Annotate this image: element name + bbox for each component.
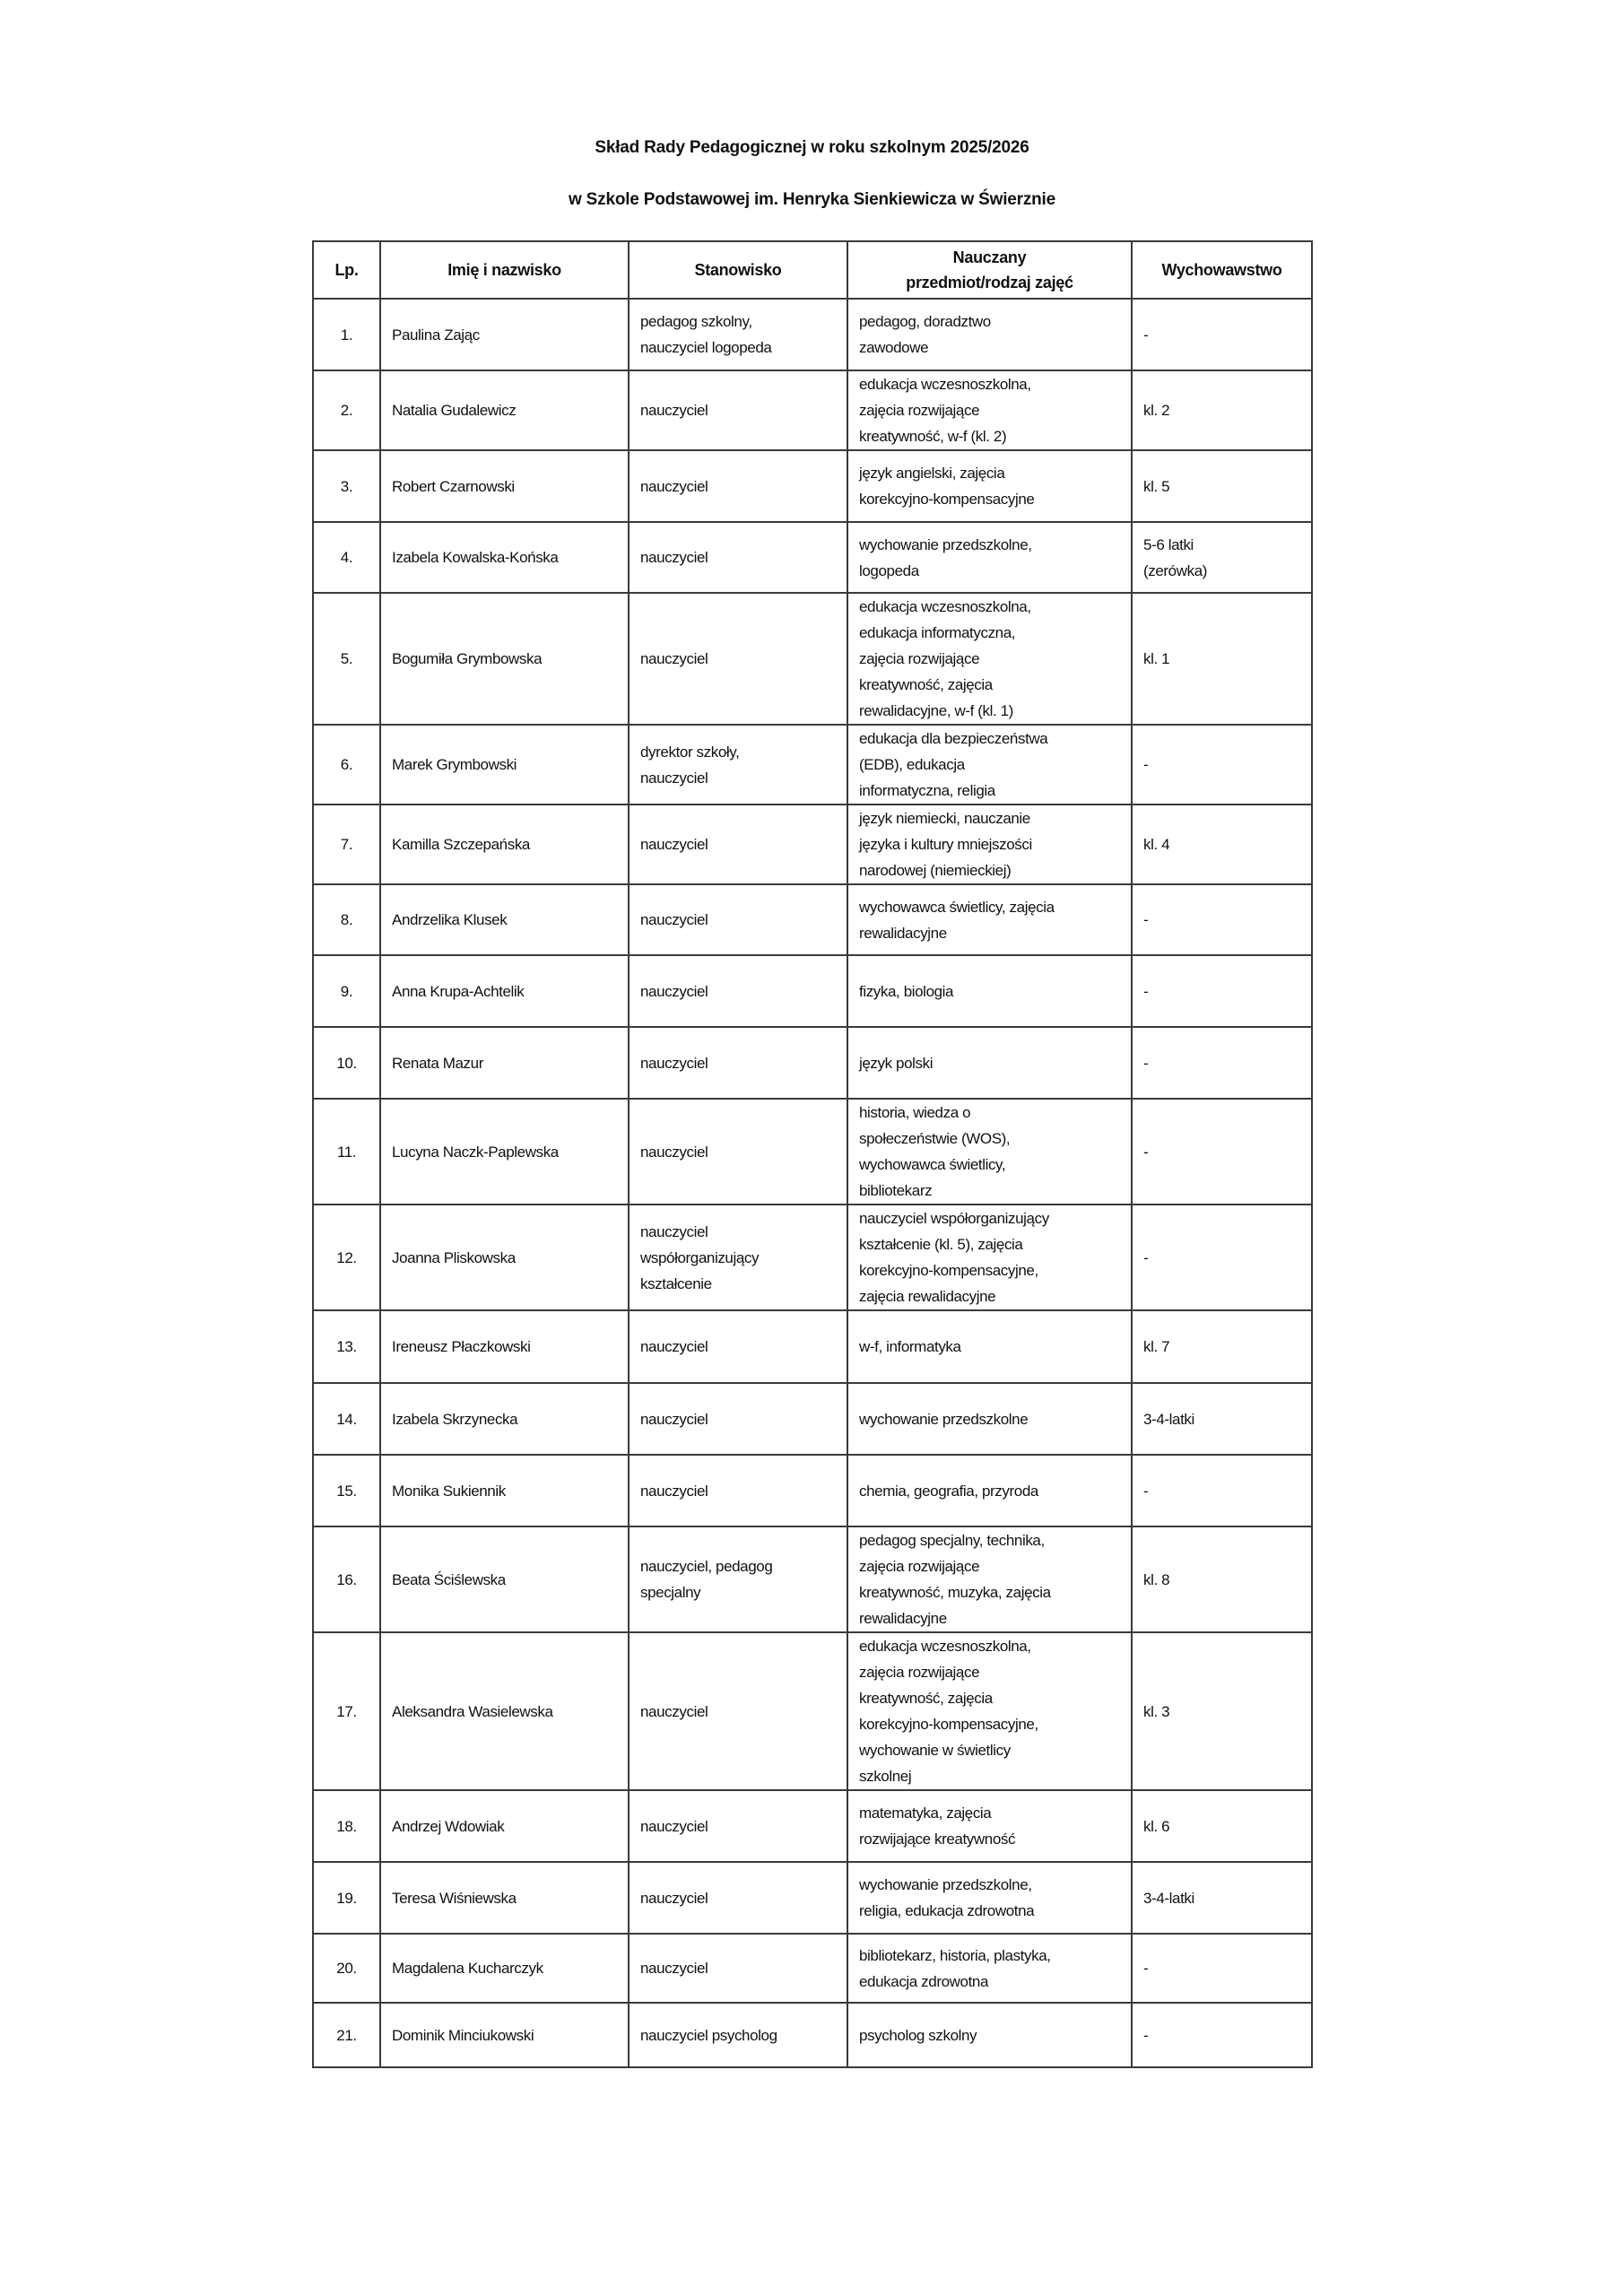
cell-lp: 4. [313,522,380,593]
position-line: nauczyciel [640,1054,708,1072]
position-line: nauczyciel [640,836,708,853]
cell-subjects [847,450,1132,522]
table-row [313,1632,1312,1790]
cell-lp: 15. [313,1455,380,1526]
cell-position [629,804,847,884]
cell-homeroom [1132,370,1312,450]
homeroom-line: kl. 5 [1143,477,1170,495]
cell-name: Kamilla Szczepańska [380,804,629,884]
cell-name: Beata Ściślewska [380,1526,629,1632]
cell-lp: 14. [313,1383,380,1455]
cell-position [629,1383,847,1455]
cell-position [629,955,847,1027]
subjects-line: zajęcia rozwijające [859,1558,980,1575]
subjects-line: zajęcia rewalidacyjne [859,1288,996,1305]
position-line: dyrektor szkoły, [640,743,740,761]
subjects-line: zawodowe [859,339,929,356]
cell-subjects [847,1027,1132,1099]
cell-lp: 12. [313,1205,380,1310]
cell-subjects [847,884,1132,955]
cell-lp: 19. [313,1862,380,1934]
cell-lp: 2. [313,370,380,450]
document-title: Skład Rady Pedagogicznej w roku szkolnym 2025/2026 [595,138,1029,157]
subjects-line: religia, edukacja zdrowotna [859,1902,1035,1919]
position-line: nauczyciel [640,911,708,928]
table-row [313,2003,1312,2067]
subjects-line: logopeda [859,561,919,579]
position-line: współorganizujący [640,1248,760,1266]
cell-lp: 17. [313,1632,380,1790]
homeroom-line: kl. 8 [1143,1570,1170,1588]
header-lp: Lp. [313,241,380,299]
cell-homeroom [1132,884,1312,955]
subjects-line: korekcyjno-kompensacyjne, [859,1716,1038,1733]
cell-lp: 18. [313,1790,380,1862]
subjects-line: szkolnej [859,1768,912,1785]
homeroom-line: - [1143,1482,1149,1500]
table-header-row [313,241,1312,299]
position-line: kształcenie [640,1274,712,1292]
position-line: nauczyciel [640,1482,708,1500]
cell-lp: 21. [313,2003,380,2067]
cell-position [629,2003,847,2067]
cell-subjects [847,1310,1132,1383]
position-line: nauczyciel [640,982,708,1000]
subjects-line: język angielski, zajęcia [859,465,1005,482]
position-line: nauczyciel [640,1143,708,1161]
homeroom-line: - [1143,982,1149,1000]
homeroom-line: - [1143,756,1149,773]
cell-name: Monika Sukiennik [380,1455,629,1526]
position-line: nauczyciel [640,650,708,667]
cell-subjects [847,370,1132,450]
subjects-line: narodowej (niemieckiej) [859,862,1012,879]
homeroom-line: - [1143,2026,1149,2044]
position-line: nauczyciel [640,477,708,495]
position-line: nauczyciel [640,769,708,787]
table-row [313,1934,1312,2003]
subjects-line: język niemiecki, nauczanie [859,810,1030,827]
subjects-line: (EDB), edukacja [859,756,965,773]
cell-homeroom [1132,1205,1312,1310]
cell-homeroom [1132,1455,1312,1526]
cell-name: Teresa Wiśniewska [380,1862,629,1934]
position-line: nauczyciel [640,1960,708,1977]
cell-position [629,1205,847,1310]
cell-lp: 10. [313,1027,380,1099]
cell-homeroom [1132,1099,1312,1205]
cell-position [629,1455,847,1526]
subjects-line: wychowanie w świetlicy [859,1742,1011,1759]
cell-name: Ireneusz Płaczkowski [380,1310,629,1383]
cell-subjects [847,1790,1132,1862]
cell-subjects [847,955,1132,1027]
position-line: nauczyciel [640,1222,708,1240]
cell-name: Izabela Kowalska-Końska [380,522,629,593]
cell-name: Andrzelika Klusek [380,884,629,955]
cell-name: Natalia Gudalewicz [380,370,629,450]
subjects-line: chemia, geografia, przyroda [859,1482,1038,1500]
cell-position [629,1790,847,1862]
cell-subjects [847,299,1132,370]
position-line: specjalny [640,1584,701,1601]
table-row [313,884,1312,955]
subjects-line: psycholog szkolny [859,2026,977,2044]
position-line: nauczyciel, pedagog [640,1558,773,1575]
cell-subjects [847,593,1132,725]
table-row [313,1205,1312,1310]
cell-position [629,1862,847,1934]
table-row [313,522,1312,593]
subjects-line: rozwijające kreatywność [859,1831,1016,1848]
cell-name: Dominik Minciukowski [380,2003,629,2067]
homeroom-line: kl. 3 [1143,1702,1170,1720]
position-line: nauczyciel [640,1889,708,1907]
table-row [313,370,1312,450]
cell-subjects [847,522,1132,593]
subjects-line: w-f, informatyka [859,1338,961,1355]
cell-homeroom [1132,450,1312,522]
subjects-line: edukacja wczesnoszkolna, [859,1638,1031,1655]
table-row [313,1099,1312,1205]
table-row [313,1526,1312,1632]
cell-name: Robert Czarnowski [380,450,629,522]
cell-name: Paulina Zając [380,299,629,370]
header-position: Stanowisko [629,241,847,299]
subjects-line: wychowanie przedszkolne, [859,535,1032,553]
cell-subjects [847,1455,1132,1526]
cell-subjects [847,1383,1132,1455]
position-line: nauczyciel [640,549,708,566]
staff-table [312,240,1313,2068]
cell-subjects [847,1934,1132,2003]
header-subjects-line: przedmiot/rodzaj zajęć [906,274,1073,291]
cell-lp: 11. [313,1099,380,1205]
subjects-line: matematyka, zajęcia [859,1805,992,1822]
document-subtitle: w Szkole Podstawowej im. Henryka Sienkiewicza w Świerznie [569,190,1055,209]
subjects-line: wychowanie przedszkolne, [859,1876,1032,1893]
table-row [313,955,1312,1027]
table-row [313,1862,1312,1934]
subjects-line: korekcyjno-kompensacyjne [859,491,1035,508]
subjects-line: języka i kultury mniejszości [859,836,1032,853]
cell-lp: 16. [313,1526,380,1632]
subjects-line: edukacja dla bezpieczeństwa [859,730,1048,747]
table-row [313,593,1312,725]
subjects-line: pedagog, doradztwo [859,313,991,330]
homeroom-line: kl. 7 [1143,1338,1170,1355]
homeroom-line: (zerówka) [1143,561,1208,579]
cell-name: Izabela Skrzynecka [380,1383,629,1455]
cell-subjects [847,725,1132,804]
cell-position [629,1099,847,1205]
cell-lp: 1. [313,299,380,370]
cell-name: Andrzej Wdowiak [380,1790,629,1862]
subjects-line: korekcyjno-kompensacyjne, [859,1262,1038,1279]
subjects-line: informatyczna, religia [859,782,995,799]
subjects-line: język polski [859,1054,934,1072]
cell-position [629,370,847,450]
homeroom-line: - [1143,1960,1149,1977]
homeroom-line: - [1143,1248,1149,1266]
cell-homeroom [1132,1632,1312,1790]
position-line: nauczyciel [640,1702,708,1720]
subjects-line: wychowanie przedszkolne [859,1410,1029,1428]
cell-position [629,1632,847,1790]
subjects-line: zajęcia rozwijające [859,650,980,667]
subjects-line: pedagog specjalny, technika, [859,1532,1045,1549]
cell-position [629,1934,847,2003]
subjects-line: kreatywność, zajęcia [859,676,993,693]
position-line: nauczyciel [640,1338,708,1355]
position-line: nauczyciel [640,402,708,419]
subjects-line: edukacja zdrowotna [859,1972,989,1990]
cell-position [629,522,847,593]
subjects-line: edukacja wczesnoszkolna, [859,598,1031,615]
cell-homeroom [1132,1383,1312,1455]
homeroom-line: kl. 6 [1143,1817,1170,1835]
position-line: pedagog szkolny, [640,313,752,330]
homeroom-line: kl. 4 [1143,836,1170,853]
homeroom-line: - [1143,1143,1149,1161]
homeroom-line: 3-4-latki [1143,1410,1194,1428]
cell-position [629,1310,847,1383]
cell-position [629,593,847,725]
cell-position [629,299,847,370]
cell-name: Magdalena Kucharczyk [380,1934,629,2003]
homeroom-line: 5-6 latki [1143,535,1194,553]
cell-lp: 9. [313,955,380,1027]
homeroom-line: kl. 2 [1143,402,1170,419]
cell-homeroom [1132,1027,1312,1099]
subjects-line: kreatywność, zajęcia [859,1690,993,1707]
subjects-line: edukacja wczesnoszkolna, [859,376,1031,393]
cell-lp: 3. [313,450,380,522]
subjects-line: zajęcia rozwijające [859,402,980,419]
position-line: nauczyciel psycholog [640,2026,777,2044]
cell-name: Anna Krupa-Achtelik [380,955,629,1027]
cell-subjects [847,1862,1132,1934]
homeroom-line: - [1143,911,1149,928]
homeroom-line: - [1143,326,1149,344]
homeroom-line: kl. 1 [1143,650,1170,667]
table-row [313,450,1312,522]
cell-homeroom [1132,804,1312,884]
table-row [313,299,1312,370]
cell-lp: 8. [313,884,380,955]
cell-homeroom [1132,725,1312,804]
cell-name: Joanna Pliskowska [380,1205,629,1310]
subjects-line: bibliotekarz, historia, plastyka, [859,1946,1051,1964]
subjects-line: wychowawca świetlicy, [859,1156,1006,1173]
cell-subjects [847,1632,1132,1790]
cell-position [629,884,847,955]
cell-subjects [847,1205,1132,1310]
cell-lp: 7. [313,804,380,884]
cell-subjects [847,2003,1132,2067]
table-row [313,1455,1312,1526]
header-homeroom: Wychowawstwo [1132,241,1312,299]
homeroom-line: - [1143,1054,1149,1072]
cell-position [629,450,847,522]
subjects-line: rewalidacyjne [859,1610,947,1627]
position-line: nauczyciel logopeda [640,339,772,356]
header-name: Imię i nazwisko [380,241,629,299]
homeroom-line: 3-4-latki [1143,1889,1194,1907]
cell-homeroom [1132,1310,1312,1383]
cell-name: Bogumiła Grymbowska [380,593,629,725]
table-row [313,804,1312,884]
cell-homeroom [1132,2003,1312,2067]
subjects-line: rewalidacyjne, w-f (kl. 1) [859,702,1013,719]
cell-position [629,1526,847,1632]
cell-position [629,1027,847,1099]
table-row [313,1790,1312,1862]
subjects-line: kreatywność, w-f (kl. 2) [859,428,1007,445]
cell-subjects [847,1526,1132,1632]
cell-homeroom [1132,593,1312,725]
subjects-line: zajęcia rozwijające [859,1664,980,1681]
subjects-line: wychowawca świetlicy, zajęcia [859,898,1055,916]
position-line: nauczyciel [640,1817,708,1835]
table-row [313,1383,1312,1455]
subjects-line: rewalidacyjne [859,924,947,942]
cell-name: Lucyna Naczk-Paplewska [380,1099,629,1205]
subjects-line: edukacja informatyczna, [859,624,1016,641]
cell-homeroom [1132,1526,1312,1632]
header-subjects-line: Nauczany [952,248,1027,266]
cell-name: Marek Grymbowski [380,725,629,804]
cell-homeroom [1132,299,1312,370]
table-row [313,1027,1312,1099]
subjects-line: nauczyciel współorganizujący [859,1210,1049,1227]
cell-homeroom [1132,1934,1312,2003]
position-line: nauczyciel [640,1410,708,1428]
subjects-line: kreatywność, muzyka, zajęcia [859,1584,1051,1601]
subjects-line: bibliotekarz [859,1182,933,1199]
cell-name: Aleksandra Wasielewska [380,1632,629,1790]
table-row [313,725,1312,804]
table-row [313,1310,1312,1383]
cell-homeroom [1132,522,1312,593]
cell-lp: 20. [313,1934,380,2003]
cell-lp: 5. [313,593,380,725]
subjects-line: fizyka, biologia [859,982,954,1000]
cell-lp: 6. [313,725,380,804]
cell-homeroom [1132,1862,1312,1934]
header-subjects [847,241,1132,299]
cell-name: Renata Mazur [380,1027,629,1099]
cell-homeroom [1132,1790,1312,1862]
subjects-line: kształcenie (kl. 5), zajęcia [859,1236,1023,1253]
cell-homeroom [1132,955,1312,1027]
cell-subjects [847,1099,1132,1205]
cell-lp: 13. [313,1310,380,1383]
cell-position [629,725,847,804]
cell-subjects [847,804,1132,884]
subjects-line: historia, wiedza o [859,1104,971,1121]
subjects-line: społeczeństwie (WOS), [859,1130,1011,1147]
